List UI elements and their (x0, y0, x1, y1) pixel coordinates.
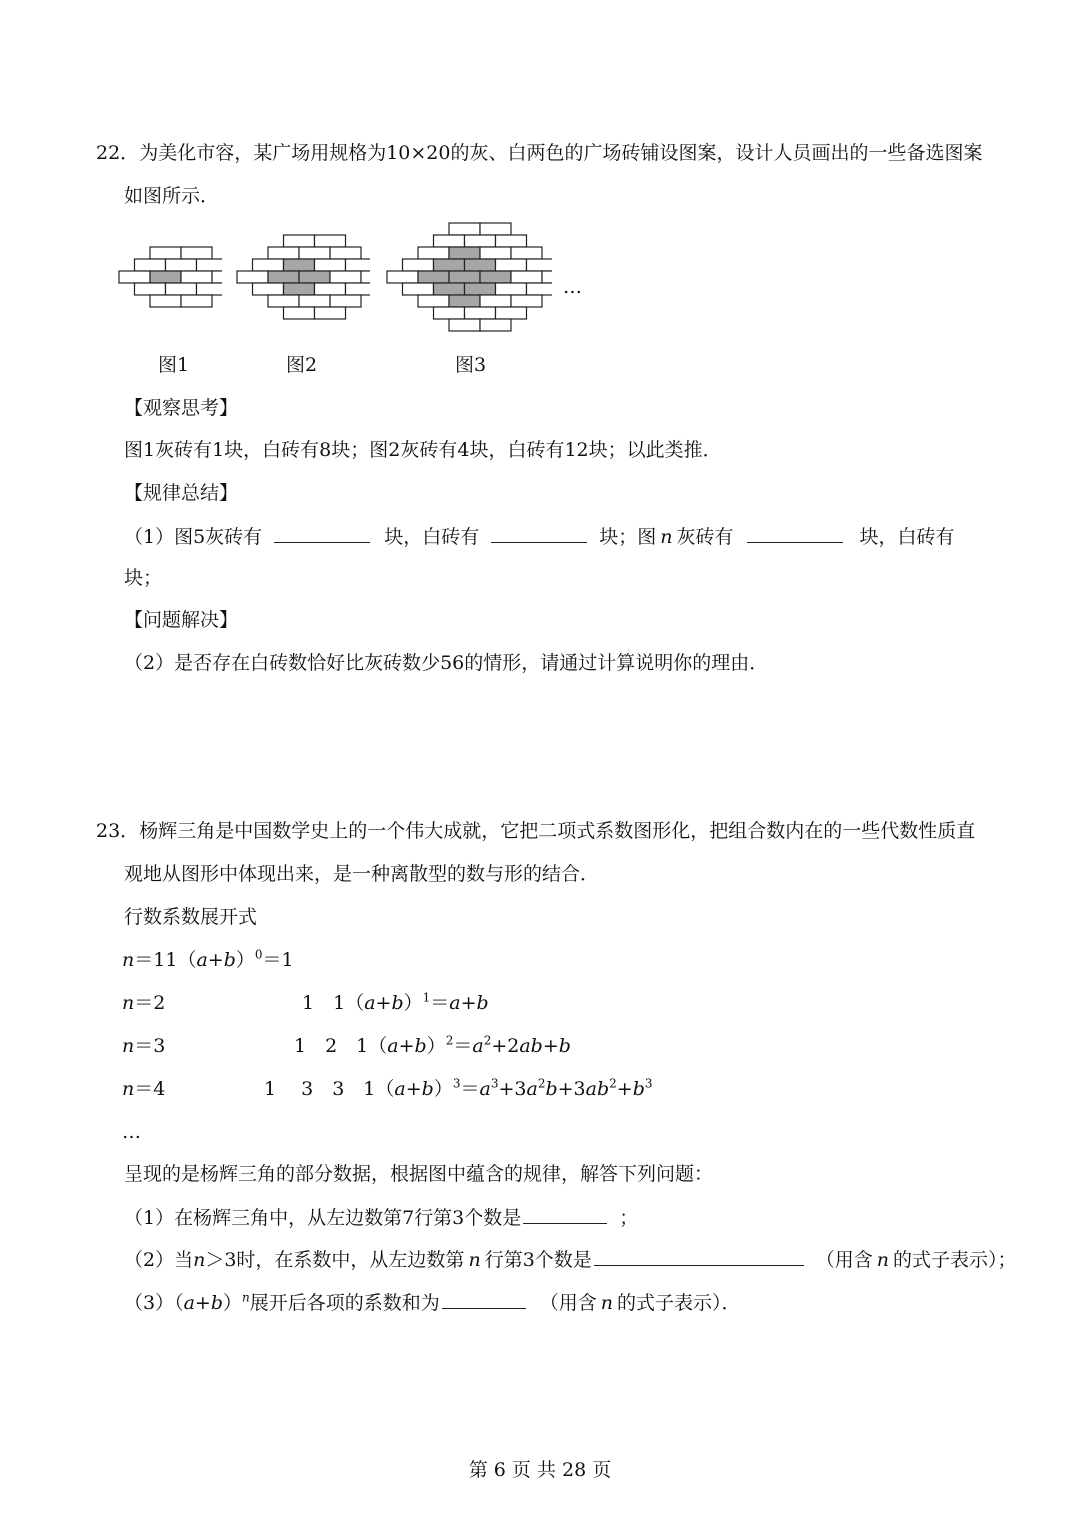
white-brick (299, 295, 330, 307)
row3-coef: 1 2 1 (294, 1035, 369, 1057)
gray-brick (418, 271, 449, 283)
brick-figure-3 (386, 222, 552, 350)
gray-brick (465, 283, 496, 295)
white-brick (150, 247, 181, 259)
triangle-row-1: $n=11(a+b)^0=1$ (122, 947, 294, 971)
white-brick (496, 235, 527, 247)
row4-exponent: 3 (452, 1076, 461, 1091)
row2-label: ＝2 (134, 992, 166, 1014)
q23-intro-text-1: 杨辉三角是中国数学史上的一个伟大成就，它把二项式系数图形化，把组合数内在的一些代数性质直 (139, 820, 976, 842)
var-n: n (122, 992, 135, 1014)
white-brick (542, 271, 552, 283)
figure-label-3: 图3 (455, 354, 487, 376)
triangle-row-3-body: 1 2 $1(a+b)^2=a^2+2ab+b$ (294, 1033, 571, 1057)
q23-part3-a: （3）（ (124, 1292, 184, 1314)
observe-heading: 【观察思考】 (124, 397, 239, 419)
figure-label-1: 图1 (158, 354, 190, 376)
var-n: n (122, 949, 135, 971)
white-brick (181, 295, 212, 307)
gray-brick (150, 271, 181, 283)
q23-part3-b: ） (223, 1292, 243, 1314)
white-brick (418, 295, 449, 307)
var-n: n (876, 1249, 890, 1271)
table-header: 行数系数展开式 (124, 906, 258, 928)
q23-part3-c: 展开后各项的系数和为 (249, 1292, 440, 1314)
row1-label: ＝1 (134, 949, 166, 971)
gray-brick (299, 271, 330, 283)
white-brick (268, 295, 299, 307)
row4-label: ＝4 (134, 1078, 166, 1100)
white-brick (434, 235, 465, 247)
q23-part1-line (124, 1203, 638, 1231)
q22-part1-e: 块，白砖有 (859, 526, 955, 548)
answer-blank-gray-fig-n[interactable] (747, 522, 843, 543)
white-brick (496, 283, 527, 295)
white-brick (197, 259, 223, 271)
gray-brick (434, 259, 465, 271)
white-brick (387, 271, 418, 283)
row1-coef: 1 (165, 949, 178, 971)
q22-part2: （2）是否存在白砖数恰好比灰砖数少56的情形，请通过计算说明你的理由． (124, 652, 769, 674)
white-brick (315, 259, 346, 271)
answer-blank-row7-num3[interactable] (523, 1203, 607, 1224)
q23-part2-b: ＞3时，在系数中，从左边数第 (205, 1249, 465, 1271)
rows-ellipsis: … (122, 1121, 141, 1143)
row3-exponent: 2 (445, 1033, 454, 1048)
white-brick (299, 247, 330, 259)
white-brick (418, 247, 449, 259)
row4-coef: 1 3 3 1 (264, 1078, 376, 1100)
white-brick (330, 247, 361, 259)
q22-part1-line (124, 522, 982, 550)
triangle-row-4-body: 1 3 3 $1(a+b)^3=a^3+3a^2b+3ab^2+b^3$ (264, 1076, 653, 1100)
white-brick (465, 307, 496, 319)
gray-brick (284, 283, 315, 295)
row2-exponent: 1 (422, 990, 431, 1005)
white-brick (496, 307, 527, 319)
gray-brick (449, 271, 480, 283)
q23-intro-line1 (96, 818, 975, 844)
gray-brick (480, 271, 511, 283)
q22-intro-line2: 如图所示． (124, 185, 220, 207)
white-brick (480, 319, 511, 331)
q22-intro-text-1: 为美化市容，某广场用规格为10×20的灰、白两色的广场砖铺设图案，设计人员画出的一些备选图案 (139, 142, 983, 164)
white-brick (166, 283, 197, 295)
gray-brick (465, 259, 496, 271)
q23-part2-c: 行第3个数是 (484, 1249, 592, 1271)
q22-part1-d: 灰砖有 (676, 526, 734, 548)
white-brick (346, 259, 371, 271)
white-brick (403, 259, 434, 271)
observe-text: 图1灰砖有1块，白砖有8块；图2灰砖有4块，白砖有12块；以此类推． (124, 439, 722, 461)
gray-brick (268, 271, 299, 283)
answer-blank-gray-fig5[interactable] (274, 522, 370, 543)
white-brick (403, 283, 434, 295)
q23-part3-line: $(3)(a+b)^n$展开后各项的系数和为 （用含 n 的式子表示）． (124, 1288, 741, 1316)
q22-part1-end: 块； (124, 567, 163, 589)
q22-part1-a: （1）图5灰砖有 (124, 526, 263, 548)
answer-blank-coef-sum[interactable] (442, 1288, 526, 1309)
white-brick (527, 259, 553, 271)
white-brick (315, 235, 346, 247)
white-brick (150, 295, 181, 307)
var-a: a (196, 949, 208, 971)
white-brick (212, 271, 222, 283)
q22-number: 22． (96, 142, 140, 164)
white-brick (268, 247, 299, 259)
q23-part2-e: 的式子表示）； (893, 1249, 1017, 1271)
white-brick (480, 247, 511, 259)
white-brick (449, 319, 480, 331)
answer-blank-row-n-num3[interactable] (594, 1245, 804, 1266)
gray-brick (449, 295, 480, 307)
white-brick (197, 283, 223, 295)
triangle-row-2-label (122, 990, 165, 1016)
white-brick (434, 307, 465, 319)
var-n: n (468, 1249, 481, 1271)
q23-part1-end: ； (619, 1207, 639, 1229)
white-brick (315, 283, 346, 295)
white-brick (253, 283, 284, 295)
white-brick (330, 271, 361, 283)
brick-figure-1 (118, 246, 222, 326)
q22-part1-c: 块；图 (599, 526, 657, 548)
triangle-row-2-body: 1 $1(a+b)^1=a+b$ (302, 990, 489, 1014)
white-brick (361, 271, 370, 283)
white-brick (330, 295, 361, 307)
white-brick (527, 283, 553, 295)
row1-exponent: 0 (254, 947, 263, 962)
row1-result: ＝1 (262, 949, 294, 971)
white-brick (480, 223, 511, 235)
white-brick (465, 235, 496, 247)
figure-label-2: 图2 (286, 354, 318, 376)
white-brick (511, 247, 542, 259)
page-footer: 第 6 页 共 28 页 (468, 1459, 612, 1481)
white-brick (253, 259, 284, 271)
var-n: n (122, 1078, 135, 1100)
white-brick (181, 271, 212, 283)
white-brick (181, 247, 212, 259)
answer-blank-white-fig5[interactable] (491, 522, 587, 543)
var-n: n (122, 1035, 135, 1057)
q23-part3-d: （用含 (539, 1292, 597, 1314)
triangle-row-3-label (122, 1033, 165, 1059)
q23-part2-a: （2）当 (124, 1249, 194, 1271)
white-brick (511, 271, 542, 283)
q23-part2-line (124, 1245, 1017, 1273)
q23-intro-line2: 观地从图形中体现出来，是一种离散型的数与形的结合． (124, 863, 600, 885)
row3-label: ＝3 (134, 1035, 166, 1057)
white-brick (511, 295, 542, 307)
gray-brick (284, 259, 315, 271)
white-brick (346, 283, 371, 295)
rule-heading: 【规律总结】 (124, 482, 239, 504)
q23-part2-d: （用含 (815, 1249, 873, 1271)
solve-heading: 【问题解决】 (124, 609, 239, 631)
q23-desc: 呈现的是杨辉三角的部分数据，根据图中蕴含的规律，解答下列问题： (124, 1163, 714, 1185)
q23-part1-text: （1）在杨辉三角中，从左边数第7行第3个数是 (124, 1207, 522, 1229)
white-brick (480, 295, 511, 307)
var-b: b (223, 949, 236, 971)
brick-figure-2 (236, 234, 370, 338)
gray-brick (449, 247, 480, 259)
white-brick (284, 235, 315, 247)
q22-part1-b: 块，白砖有 (384, 526, 480, 548)
figure-ellipsis: … (563, 276, 582, 298)
q22-intro-line1 (96, 140, 982, 166)
white-brick (237, 271, 268, 283)
row2-coef: 1 1 (302, 992, 346, 1014)
triangle-row-4-label (122, 1076, 165, 1102)
var-n: n (242, 1290, 250, 1305)
white-brick (135, 283, 166, 295)
gray-brick (434, 283, 465, 295)
white-brick (166, 259, 197, 271)
white-brick (135, 259, 166, 271)
var-n: n (600, 1292, 614, 1314)
white-brick (315, 307, 346, 319)
white-brick (284, 307, 315, 319)
var-n: n (193, 1249, 206, 1271)
q23-number: 23． (96, 820, 140, 842)
white-brick (119, 271, 150, 283)
white-brick (496, 259, 527, 271)
white-brick (449, 223, 480, 235)
var-n: n (660, 526, 673, 548)
q23-part3-e: 的式子表示）． (617, 1292, 741, 1314)
